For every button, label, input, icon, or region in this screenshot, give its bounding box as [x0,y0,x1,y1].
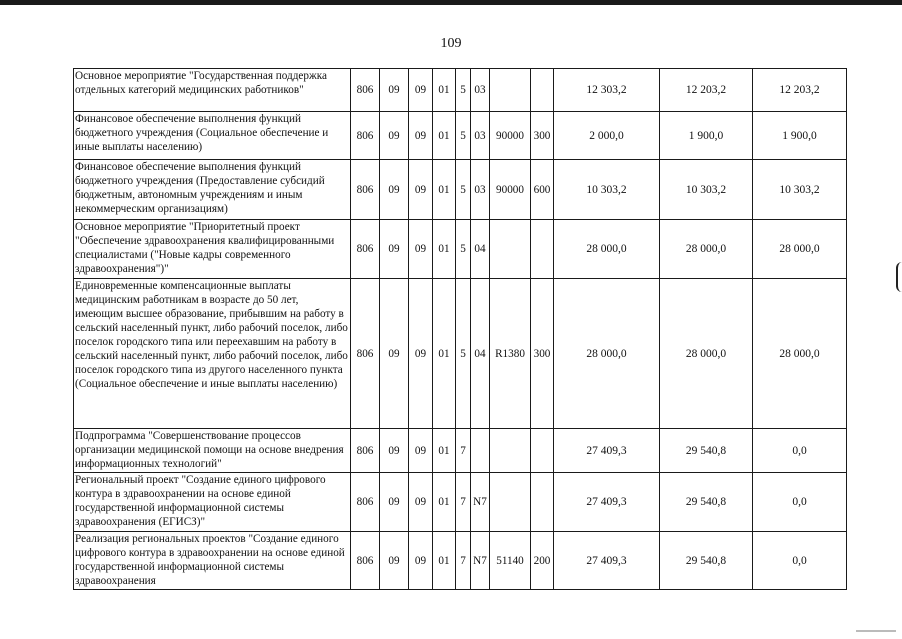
cell-event: 04 [471,279,490,429]
cell-section: 09 [380,112,409,160]
cell-subprogram: 5 [456,220,471,279]
cell-ved: 806 [351,220,380,279]
binding-mark [896,262,902,292]
cell-direction [490,473,531,532]
table-row [74,69,847,112]
cell-ved: 806 [351,279,380,429]
cell-direction: R1380 [490,279,531,429]
cell-amount-year3: 28 000,0 [753,279,847,429]
cell-program: 01 [433,473,456,532]
cell-amount-year2: 1 900,0 [660,112,753,160]
cell-amount-year3: 1 900,0 [753,112,847,160]
cell-ved: 806 [351,69,380,112]
cell-event: 03 [471,160,490,220]
cell-amount-year2: 28 000,0 [660,279,753,429]
cell-expense-type: 300 [531,112,554,160]
cell-subprogram: 7 [456,429,471,473]
cell-expense-type [531,220,554,279]
cell-program: 01 [433,69,456,112]
cell-subsection: 09 [409,69,433,112]
cell-subsection: 09 [409,532,433,590]
cell-program: 01 [433,429,456,473]
cell-event [471,429,490,473]
cell-amount-year1: 27 409,3 [554,429,660,473]
cell-expense-type [531,429,554,473]
cell-subsection: 09 [409,279,433,429]
cell-program: 01 [433,112,456,160]
row-name: Реализация региональных проектов "Создание единого цифрового контура в здравоохранении на основе единой государственной информационной системы здравоохранения [74,532,351,590]
cell-section: 09 [380,220,409,279]
row-name: Финансовое обеспечение выполнения функций бюджетного учреждения (Социальное обеспечение и иные выплаты населению) [74,112,351,160]
cell-section: 09 [380,279,409,429]
cell-subprogram: 5 [456,112,471,160]
cell-subsection: 09 [409,473,433,532]
cell-ved: 806 [351,160,380,220]
cell-expense-type: 300 [531,279,554,429]
cell-event: 03 [471,69,490,112]
cell-subprogram: 5 [456,69,471,112]
cell-program: 01 [433,532,456,590]
cell-expense-type [531,69,554,112]
cell-amount-year3: 0,0 [753,429,847,473]
cell-amount-year2: 29 540,8 [660,532,753,590]
row-name: Подпрограмма "Совершенствование процессов организации медицинской помощи на основе внедрения информационных технологий" [74,429,351,473]
cell-amount-year3: 0,0 [753,473,847,532]
cell-section: 09 [380,429,409,473]
table-row [74,473,847,532]
cell-amount-year3: 28 000,0 [753,220,847,279]
cell-subprogram: 5 [456,160,471,220]
cell-expense-type [531,473,554,532]
cell-amount-year1: 27 409,3 [554,532,660,590]
cell-subsection: 09 [409,220,433,279]
cell-amount-year2: 12 203,2 [660,69,753,112]
cell-section: 09 [380,532,409,590]
table-row [74,279,847,429]
row-name: Единовременные компенсационные выплаты медицинским работникам в возрасте до 50 лет, имеющим высшее образование, прибывшим на работу в сельский населенный пункт, либо рабочий поселок, либо поселок городского типа или переехавшим на работу в сельский населенный пункт, либо рабочий поселок, либо поселок городского типа из другого населенного пункта (Социальное обеспечение и иные выплаты населению) [74,279,351,429]
cell-direction: 90000 [490,160,531,220]
cell-program: 01 [433,279,456,429]
page-number: 109 [440,36,462,51]
cell-subsection: 09 [409,112,433,160]
cell-amount-year1: 2 000,0 [554,112,660,160]
cell-subprogram: 5 [456,279,471,429]
cell-ved: 806 [351,112,380,160]
cell-expense-type: 200 [531,532,554,590]
cell-direction: 90000 [490,112,531,160]
row-name: Финансовое обеспечение выполнения функций бюджетного учреждения (Предоставление субсидий бюджетным, автономным учреждениям и иным некоммерческим организациям) [74,160,351,220]
budget-table [73,68,847,590]
top-rule [0,0,902,5]
row-name: Региональный проект "Создание единого цифрового контура в здравоохранении на основе единой государственной информационной системы здравоохранения (ЕГИСЗ)" [74,473,351,532]
cell-direction: 51140 [490,532,531,590]
table-row [74,220,847,279]
cell-program: 01 [433,220,456,279]
table-row [74,112,847,160]
cell-subsection: 09 [409,429,433,473]
cell-amount-year3: 12 203,2 [753,69,847,112]
cell-amount-year1: 28 000,0 [554,220,660,279]
cell-subsection: 09 [409,160,433,220]
cell-amount-year2: 10 303,2 [660,160,753,220]
cell-amount-year3: 10 303,2 [753,160,847,220]
table-row [74,160,847,220]
cell-section: 09 [380,473,409,532]
cell-direction [490,429,531,473]
cell-event: 04 [471,220,490,279]
cell-expense-type: 600 [531,160,554,220]
cell-amount-year2: 28 000,0 [660,220,753,279]
cell-amount-year1: 28 000,0 [554,279,660,429]
cell-amount-year1: 12 303,2 [554,69,660,112]
cell-subprogram: 7 [456,532,471,590]
cell-amount-year2: 29 540,8 [660,429,753,473]
cell-ved: 806 [351,532,380,590]
cell-subprogram: 7 [456,473,471,532]
cell-direction [490,69,531,112]
table-row [74,532,847,590]
cell-event: N7 [471,532,490,590]
cell-ved: 806 [351,473,380,532]
table-row [74,429,847,473]
scan-mark [856,630,896,632]
cell-section: 09 [380,160,409,220]
cell-event: N7 [471,473,490,532]
row-name: Основное мероприятие "Государственная поддержка отдельных категорий медицинских работников" [74,69,351,112]
cell-event: 03 [471,112,490,160]
cell-program: 01 [433,160,456,220]
cell-section: 09 [380,69,409,112]
cell-amount-year1: 10 303,2 [554,160,660,220]
cell-ved: 806 [351,429,380,473]
cell-amount-year2: 29 540,8 [660,473,753,532]
row-name: Основное мероприятие "Приоритетный проект "Обеспечение здравоохранения квалифицированными специалистами ("Новые кадры современного здравоохранения")" [74,220,351,279]
cell-amount-year3: 0,0 [753,532,847,590]
cell-direction [490,220,531,279]
cell-amount-year1: 27 409,3 [554,473,660,532]
